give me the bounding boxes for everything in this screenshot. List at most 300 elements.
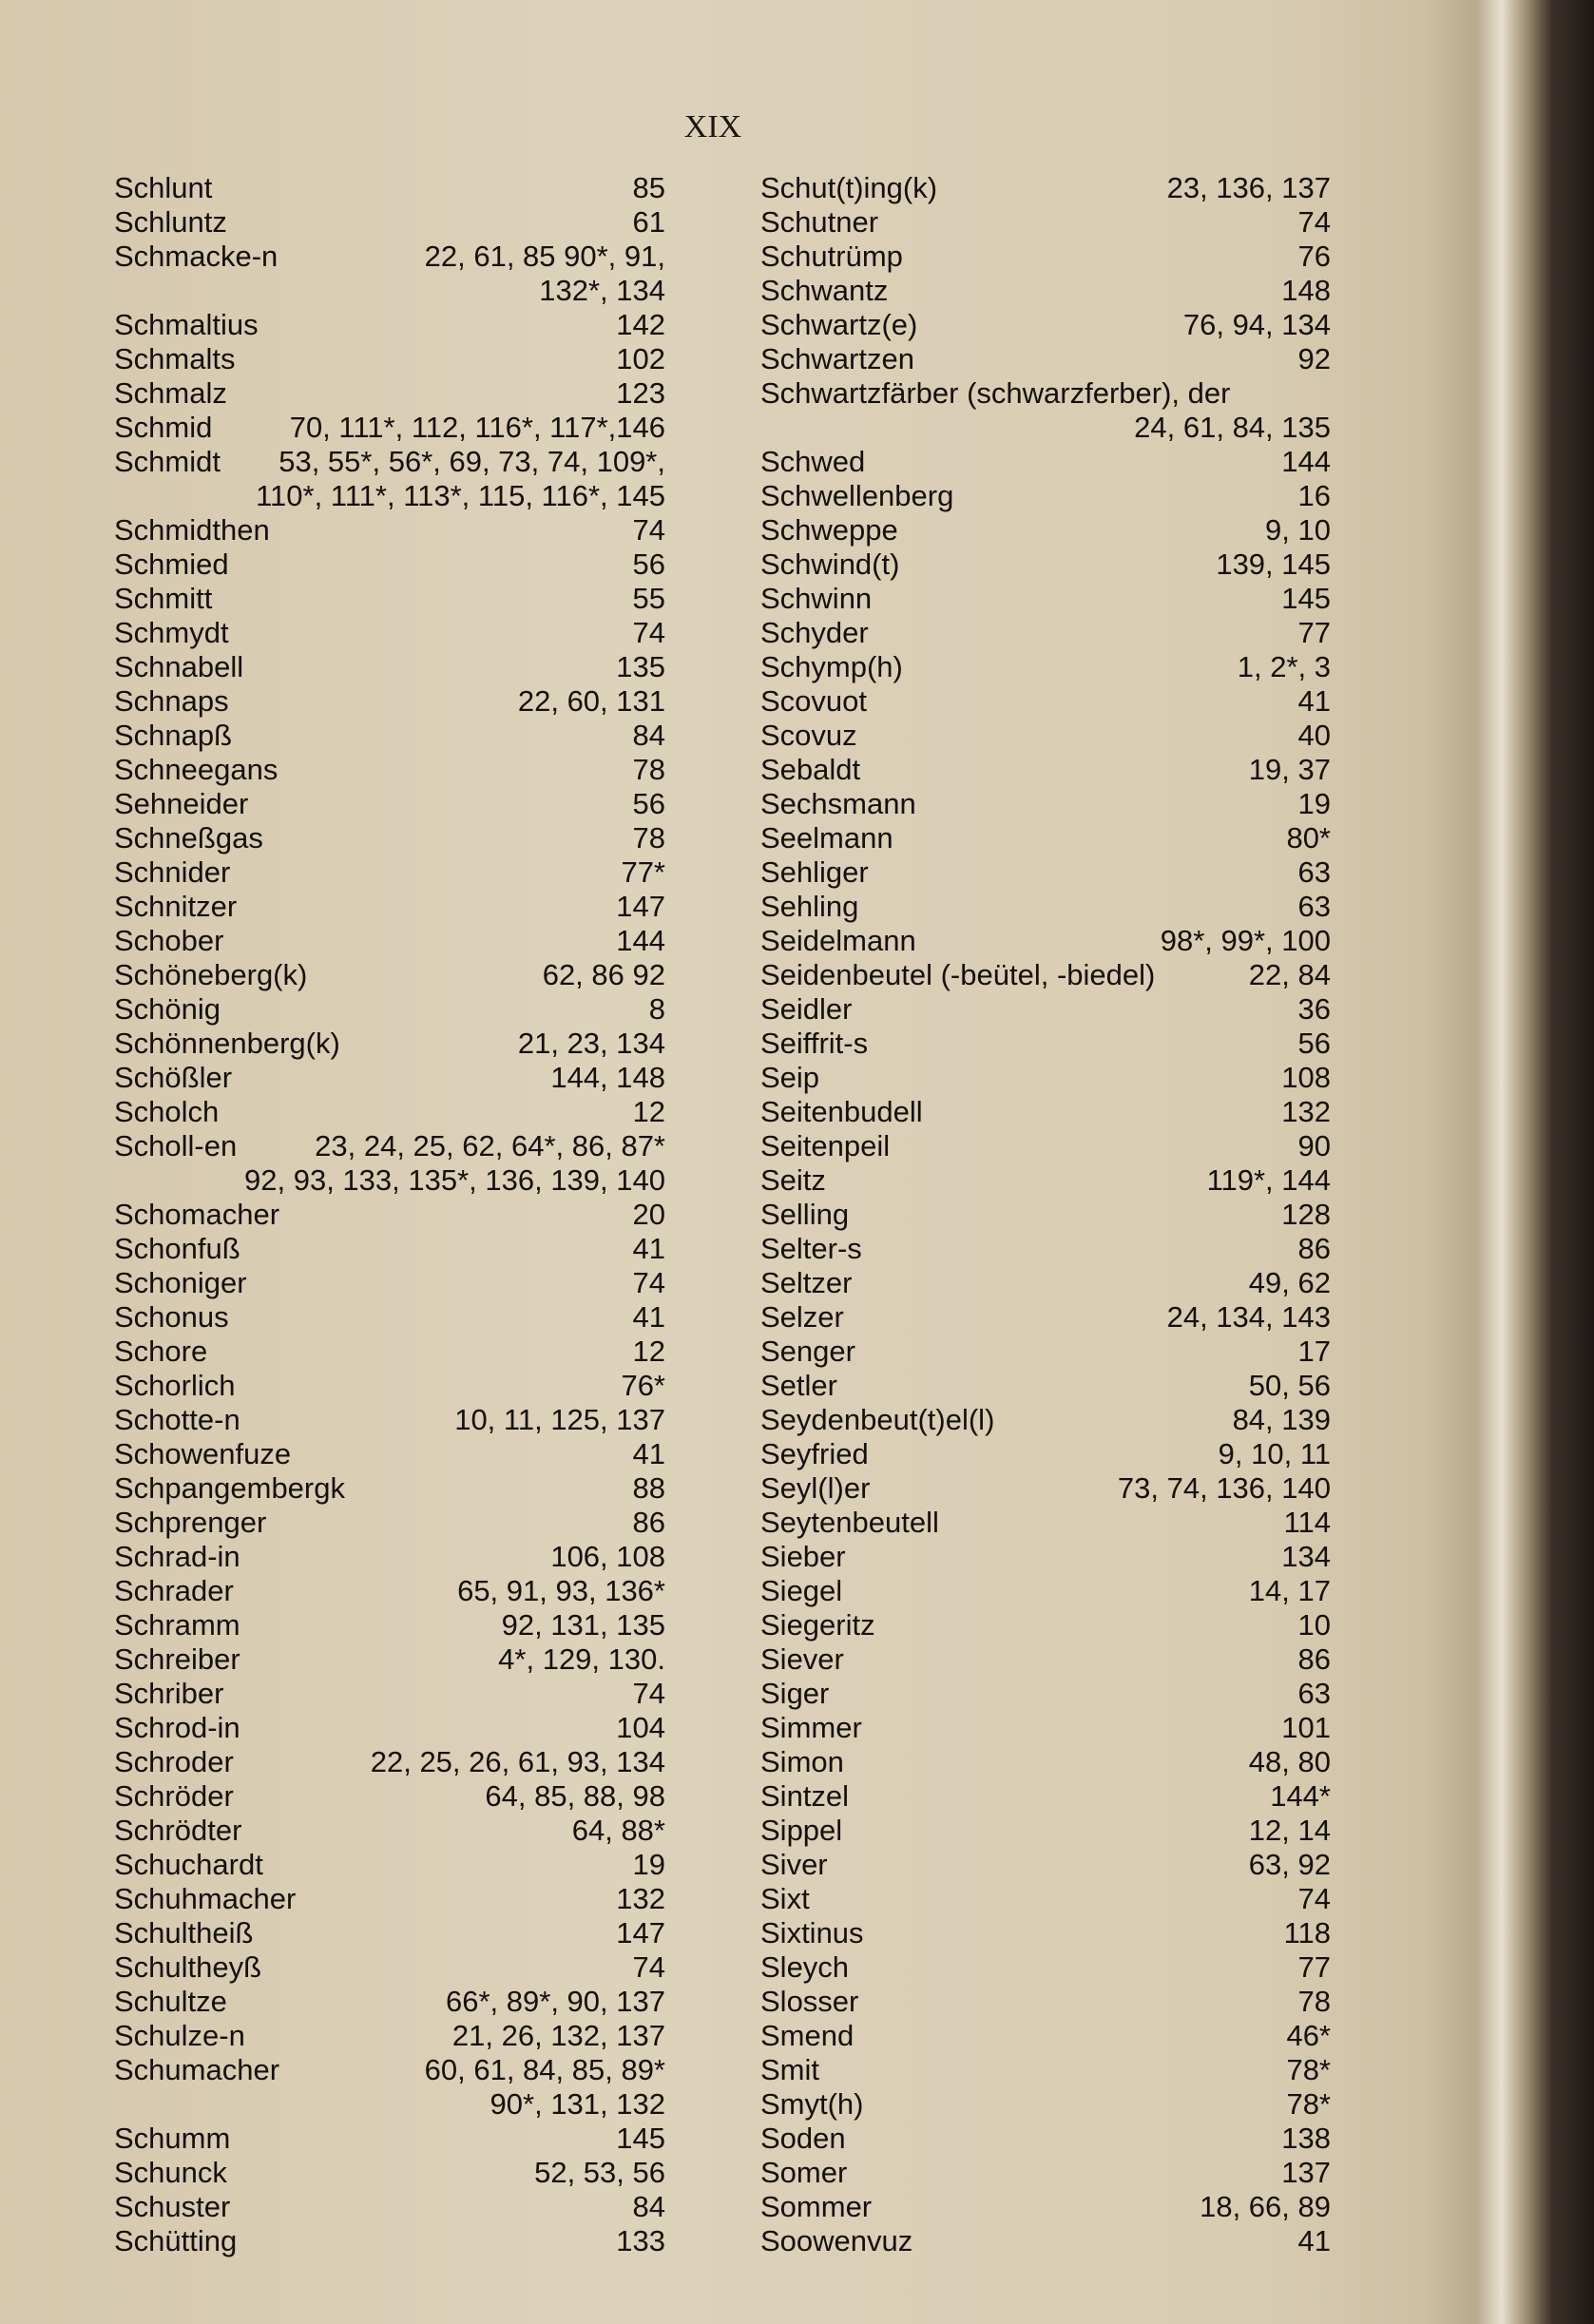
index-entry — [760, 1369, 1331, 1403]
entry-name: Schultheyß — [114, 1950, 262, 1984]
entry-page-refs: 80* — [1286, 821, 1331, 855]
index-entry — [760, 1779, 1331, 1814]
index-entry — [760, 719, 1331, 753]
entry-name: Sieber — [760, 1540, 846, 1573]
entry-name: Seelmann — [760, 821, 893, 855]
entry-name: Schultheiß — [114, 1916, 254, 1949]
entry-name: Schonfuß — [114, 1232, 240, 1265]
index-entry — [114, 1848, 665, 1882]
entry-name: Seytenbeutell — [760, 1506, 939, 1539]
index-entry — [114, 308, 665, 342]
entry-name: Siegel — [760, 1574, 843, 1607]
entry-name: Schneegans — [114, 753, 278, 786]
index-entry — [760, 924, 1331, 958]
entry-name: Seiffrit-s — [760, 1027, 869, 1060]
index-entry — [114, 1266, 665, 1300]
index-entry — [760, 205, 1331, 240]
index-entry — [114, 1677, 665, 1711]
entry-name: Schmaltius — [114, 308, 259, 341]
index-entry — [760, 2053, 1331, 2087]
entry-name: Schrödter — [114, 1814, 242, 1847]
entry-page-refs: 78 — [632, 753, 665, 786]
entry-page-refs: 10 — [1297, 1608, 1331, 1642]
entry-name: Schut(t)ing(k) — [760, 171, 938, 204]
index-entry — [114, 753, 665, 787]
entry-name: Schwantz — [760, 274, 889, 307]
entry-page-refs: 78 — [1297, 1985, 1331, 2018]
index-entry — [760, 1882, 1331, 1916]
entry-page-refs: 41 — [632, 1300, 665, 1334]
index-entry — [114, 650, 665, 684]
entry-name: Schweppe — [760, 513, 898, 547]
entry-page-refs: 86 — [632, 1506, 665, 1539]
entry-name: Sehneider — [114, 787, 249, 820]
entry-name: Schpangembergk — [114, 1471, 345, 1505]
index-entry — [760, 855, 1331, 890]
entry-name: Schöneberg(k) — [114, 958, 308, 991]
index-entry — [114, 855, 665, 890]
index-entry — [114, 2156, 665, 2190]
entry-page-refs: 70, 111*, 112, 116*, 117*,146 — [289, 411, 665, 444]
entry-page-refs: 74 — [632, 1950, 665, 1984]
entry-page-refs: 41 — [1297, 2224, 1331, 2257]
entry-name: Schwartzen — [760, 342, 914, 375]
entry-name: Sippel — [760, 1814, 843, 1847]
index-entry — [760, 445, 1331, 479]
index-entry — [760, 1916, 1331, 1950]
index-entry — [114, 1232, 665, 1266]
entry-page-refs: 77 — [1297, 1950, 1331, 1984]
entry-page-refs: 48, 80 — [1248, 1745, 1331, 1778]
index-entry — [760, 2190, 1331, 2224]
index-entry — [760, 821, 1331, 855]
entry-name: Soden — [760, 2122, 846, 2155]
entry-page-refs: 90 — [1297, 1129, 1331, 1162]
entry-page-refs: 62, 86 92 — [542, 958, 665, 991]
entry-name: Sehling — [760, 890, 859, 923]
index-entry — [114, 924, 665, 958]
entry-name: Sechsmann — [760, 787, 916, 820]
index-entry — [760, 240, 1331, 274]
entry-page-refs: 106, 108 — [550, 1540, 665, 1573]
entry-name: Schyder — [760, 616, 869, 649]
index-entry — [114, 411, 665, 445]
entry-name: Schnaps — [114, 684, 229, 718]
index-entry — [760, 1848, 1331, 1882]
entry-page-refs: 22, 61, 85 90*, 91, — [424, 240, 665, 273]
entry-page-refs: 84 — [632, 2190, 665, 2223]
entry-name: Seidelmann — [760, 924, 916, 957]
index-entry — [114, 684, 665, 719]
entry-name: Schwed — [760, 445, 866, 478]
entry-page-refs: 77* — [621, 855, 665, 889]
entry-name: Schröder — [114, 1779, 234, 1813]
index-entry — [760, 2087, 1331, 2122]
index-entry — [114, 1574, 665, 1608]
entry-page-refs: 50, 56 — [1248, 1369, 1331, 1402]
entry-name: Senger — [760, 1335, 855, 1368]
entry-name: Schlunt — [114, 171, 213, 204]
entry-page-refs: 132 — [1281, 1095, 1331, 1128]
index-entry — [114, 547, 665, 582]
entry-page-refs: 78 — [632, 821, 665, 855]
index-entry — [114, 2053, 665, 2087]
entry-page-refs: 17 — [1297, 1335, 1331, 1368]
entry-name: Schütting — [114, 2224, 238, 2257]
entry-page-refs: 139, 145 — [1216, 547, 1331, 581]
entry-name: Smend — [760, 2019, 855, 2052]
entry-name: Seidler — [760, 992, 853, 1026]
book-binding — [1426, 0, 1594, 2324]
index-entry — [114, 1711, 665, 1745]
entry-name: Schotte-n — [114, 1403, 240, 1436]
index-entry — [760, 1403, 1331, 1437]
index-entry — [114, 1814, 665, 1848]
entry-page-refs: 104 — [616, 1711, 665, 1744]
entry-page-refs: 88 — [632, 1471, 665, 1505]
entry-page-refs: 148 — [1281, 274, 1331, 307]
entry-name: Schmitt — [114, 582, 213, 615]
entry-page-refs: 65, 91, 93, 136* — [457, 1574, 665, 1607]
index-entry — [760, 1642, 1331, 1677]
entry-name: Schomacher — [114, 1198, 280, 1231]
index-entry — [760, 1266, 1331, 1300]
entry-page-refs: 76* — [621, 1369, 665, 1402]
entry-page-refs: 128 — [1281, 1198, 1331, 1231]
entry-name: Sixtinus — [760, 1916, 864, 1949]
index-entry — [114, 240, 665, 274]
index-entry — [114, 1506, 665, 1540]
entry-page-refs: 14, 17 — [1248, 1574, 1331, 1607]
entry-name: Seitz — [760, 1163, 826, 1197]
entry-page-refs: 132 — [616, 1882, 665, 1915]
index-entry — [760, 650, 1331, 684]
index-entry — [760, 274, 1331, 308]
entry-name: Siger — [760, 1677, 830, 1710]
entry-page-refs: 147 — [616, 1916, 665, 1949]
entry-page-refs: 63 — [1297, 1677, 1331, 1710]
entry-page-refs: 74 — [1297, 1882, 1331, 1915]
index-entry — [760, 992, 1331, 1027]
entry-page-refs: 86 — [1297, 1232, 1331, 1265]
index-entry — [760, 2122, 1331, 2156]
index-entry — [760, 890, 1331, 924]
entry-name: Simon — [760, 1745, 844, 1778]
index-entry — [114, 1642, 665, 1677]
index-entry — [114, 1027, 665, 1061]
entry-page-refs: 74 — [1297, 205, 1331, 239]
index-entry — [114, 719, 665, 753]
entry-name: Schwind(t) — [760, 547, 900, 581]
entry-name: Schwellenberg — [760, 479, 954, 512]
entry-name: Schorlich — [114, 1369, 236, 1402]
entry-page-refs: 12, 14 — [1248, 1814, 1331, 1847]
entry-page-refs: 134 — [1281, 1540, 1331, 1573]
index-entry — [760, 1506, 1331, 1540]
entry-name: Schwartz(e) — [760, 308, 918, 341]
entry-name: Schwinn — [760, 582, 873, 615]
entry-page-refs: 74 — [632, 1266, 665, 1299]
entry-name: Schrad-in — [114, 1540, 240, 1573]
index-entry — [760, 376, 1331, 411]
entry-name: Schmacke-n — [114, 240, 278, 273]
entry-name: Schnitzer — [114, 890, 238, 923]
index-entry — [760, 1061, 1331, 1095]
entry-page-refs: 144 — [1281, 445, 1331, 478]
index-entry — [114, 1471, 665, 1506]
entry-page-refs: 20 — [632, 1198, 665, 1231]
index-entry — [114, 2224, 665, 2258]
entry-page-refs: 9, 10 — [1265, 513, 1331, 547]
entry-page-refs: 66*, 89*, 90, 137 — [446, 1985, 665, 2018]
entry-page-refs: 142 — [616, 308, 665, 341]
entry-name: Schönig — [114, 992, 221, 1026]
index-entry — [760, 342, 1331, 376]
entry-name: Schmid — [114, 411, 213, 444]
entry-page-refs: 119*, 144 — [1206, 1163, 1331, 1197]
entry-page-refs: 56 — [632, 547, 665, 581]
entry-name: Seyl(l)er — [760, 1471, 871, 1505]
index-entry — [760, 1335, 1331, 1369]
entry-page-refs: 92 — [1297, 342, 1331, 375]
entry-name: Schore — [114, 1335, 208, 1368]
index-entry — [114, 1335, 665, 1369]
entry-name: Schrod-in — [114, 1711, 240, 1744]
entry-name: Soowenvuz — [760, 2224, 913, 2257]
entry-page-refs-continued: 110*, 111*, 113*, 115, 116*, 145 — [256, 479, 665, 512]
index-entry — [760, 513, 1331, 547]
entry-name: Schwartzfärber (schwarzferber), der — [760, 376, 1231, 410]
index-entry — [760, 2019, 1331, 2053]
index-entry — [114, 1095, 665, 1129]
entry-page-refs-continued: 132*, 134 — [539, 274, 665, 307]
entry-page-refs: 78* — [1286, 2053, 1331, 2086]
entry-page-refs: 1, 2*, 3 — [1237, 650, 1331, 683]
index-entry — [760, 1198, 1331, 1232]
entry-page-refs: 73, 74, 136, 140 — [1117, 1471, 1331, 1505]
entry-page-refs: 92, 131, 135 — [501, 1608, 665, 1642]
entry-name: Seitenbudell — [760, 1095, 923, 1128]
entry-page-refs: 144 — [616, 924, 665, 957]
index-entry — [760, 616, 1331, 650]
index-entry — [760, 1163, 1331, 1198]
entry-name: Schmied — [114, 547, 229, 581]
entry-page-refs: 8 — [648, 992, 665, 1026]
entry-page-refs: 56 — [632, 787, 665, 820]
entry-page-refs: 21, 23, 134 — [517, 1027, 665, 1060]
entry-page-refs: 40 — [1297, 719, 1331, 752]
entry-page-refs: 10, 11, 125, 137 — [454, 1403, 665, 1436]
entry-page-refs: 63 — [1297, 890, 1331, 923]
index-entry — [114, 958, 665, 992]
entry-page-refs: 16 — [1297, 479, 1331, 512]
entry-page-refs: 84, 139 — [1232, 1403, 1331, 1436]
entry-name: Seydenbeut(t)el(l) — [760, 1403, 995, 1436]
entry-page-refs: 52, 53, 56 — [534, 2156, 665, 2189]
entry-name: Sommer — [760, 2190, 873, 2223]
index-entry — [760, 479, 1331, 513]
entry-name: Schneßgas — [114, 821, 263, 855]
entry-name: Smyt(h) — [760, 2087, 864, 2121]
entry-page-refs: 61 — [632, 205, 665, 239]
entry-page-refs: 137 — [1281, 2156, 1331, 2189]
entry-name: Schluntz — [114, 205, 227, 239]
entry-name: Schultze — [114, 1985, 227, 2018]
index-entry — [760, 308, 1331, 342]
entry-page-refs-continued: 92, 93, 133, 135*, 136, 139, 140 — [244, 1163, 665, 1197]
index-entry — [114, 582, 665, 616]
entry-name: Schnapß — [114, 719, 233, 752]
entry-name: Seltzer — [760, 1266, 853, 1299]
index-entry — [114, 2122, 665, 2156]
entry-name: Sintzel — [760, 1779, 850, 1813]
entry-name: Selter-s — [760, 1232, 862, 1265]
entry-name: Schumm — [114, 2122, 231, 2155]
entry-page-refs: 46* — [1286, 2019, 1331, 2052]
entry-page-refs: 144, 148 — [550, 1061, 665, 1094]
entry-name: Schuster — [114, 2190, 231, 2223]
index-entry — [114, 2190, 665, 2224]
entry-name: Schriber — [114, 1677, 224, 1710]
index-entry — [760, 1745, 1331, 1779]
index-entry — [760, 1574, 1331, 1608]
entry-page-refs: 63, 92 — [1248, 1848, 1331, 1881]
index-entry — [760, 1471, 1331, 1506]
entry-page-refs: 135 — [616, 650, 665, 683]
entry-name: Schramm — [114, 1608, 240, 1642]
index-entry — [114, 1437, 665, 1471]
index-entry — [114, 1779, 665, 1814]
index-column-right — [760, 171, 1331, 2258]
entry-page-refs: 9, 10, 11 — [1218, 1437, 1331, 1470]
entry-page-refs: 144* — [1270, 1779, 1331, 1813]
entry-name: Selling — [760, 1198, 850, 1231]
index-entry — [760, 2156, 1331, 2190]
index-entry — [114, 171, 665, 205]
entry-page-refs: 23, 136, 137 — [1166, 171, 1331, 204]
index-entry — [114, 205, 665, 240]
index-entry — [114, 2019, 665, 2053]
entry-name: Smit — [760, 2053, 819, 2086]
entry-name: Schprenger — [114, 1506, 267, 1539]
index-entry — [114, 1300, 665, 1335]
entry-page-refs: 4*, 129, 130. — [498, 1642, 665, 1676]
entry-page-refs: 78* — [1286, 2087, 1331, 2121]
index-entry — [114, 1403, 665, 1437]
entry-name: Seyfried — [760, 1437, 869, 1470]
index-entry — [760, 684, 1331, 719]
entry-page-refs: 23, 24, 25, 62, 64*, 86, 87* — [315, 1129, 665, 1162]
entry-page-refs: 74 — [632, 1677, 665, 1710]
index-entry — [114, 1608, 665, 1642]
entry-name: Seitenpeil — [760, 1129, 891, 1162]
entry-page-refs: 77 — [1297, 616, 1331, 649]
index-entry — [114, 992, 665, 1027]
entry-name: Siver — [760, 1848, 828, 1881]
entry-name: Schutner — [760, 205, 879, 239]
entry-name: Schuchardt — [114, 1848, 263, 1881]
entry-page-refs: 41 — [632, 1232, 665, 1265]
entry-page-refs: 12 — [632, 1095, 665, 1128]
entry-page-refs: 22, 84 — [1248, 958, 1331, 991]
entry-page-refs: 98*, 99*, 100 — [1160, 924, 1331, 957]
index-entry — [760, 1950, 1331, 1985]
entry-page-refs: 114 — [1283, 1506, 1331, 1539]
entry-name: Sehliger — [760, 855, 869, 889]
index-entry — [760, 582, 1331, 616]
index-entry — [114, 376, 665, 411]
index-entry — [114, 1916, 665, 1950]
entry-name: Schumacher — [114, 2053, 280, 2086]
entry-name: Schober — [114, 924, 224, 957]
index-entry — [760, 753, 1331, 787]
index-entry — [114, 821, 665, 855]
entry-name: Scholch — [114, 1095, 220, 1128]
entry-name: Scovuot — [760, 684, 868, 718]
entry-page-refs: 55 — [632, 582, 665, 615]
entry-name: Scovuz — [760, 719, 857, 752]
entry-page-refs: 86 — [1297, 1642, 1331, 1676]
index-entry — [114, 1129, 665, 1163]
entry-page-refs: 64, 85, 88, 98 — [485, 1779, 665, 1813]
entry-name: Schönnenberg(k) — [114, 1027, 340, 1060]
entry-page-refs: 145 — [616, 2122, 665, 2155]
entry-name: Siever — [760, 1642, 844, 1676]
index-entry — [760, 958, 1331, 992]
index-entry — [114, 1369, 665, 1403]
entry-page-refs: 64, 88* — [571, 1814, 665, 1847]
index-entry — [114, 1950, 665, 1985]
entry-name: Schmidt — [114, 445, 221, 478]
entry-name: Slosser — [760, 1985, 859, 2018]
index-entry — [760, 1677, 1331, 1711]
index-entry — [114, 1745, 665, 1779]
index-entry — [114, 445, 665, 479]
entry-page-refs: 41 — [632, 1437, 665, 1470]
entry-name: Somer — [760, 2156, 848, 2189]
entry-name: Schreiber — [114, 1642, 240, 1676]
entry-page-refs: 138 — [1281, 2122, 1331, 2155]
entry-name: Simmer — [760, 1711, 862, 1744]
index-entry — [760, 1129, 1331, 1163]
index-entry — [760, 2224, 1331, 2258]
index-entry — [114, 342, 665, 376]
entry-page-refs: 36 — [1297, 992, 1331, 1026]
entry-name: Schößler — [114, 1061, 233, 1094]
entry-name: Seip — [760, 1061, 820, 1094]
entry-name: Schowenfuze — [114, 1437, 292, 1470]
index-entry — [114, 1985, 665, 2019]
index-entry — [760, 1814, 1331, 1848]
entry-name: Schoniger — [114, 1266, 247, 1299]
entry-page-refs: 63 — [1297, 855, 1331, 889]
index-entry — [760, 1608, 1331, 1642]
index-entry — [114, 1540, 665, 1574]
entry-page-refs: 147 — [616, 890, 665, 923]
entry-page-refs: 102 — [616, 342, 665, 375]
entry-page-refs: 49, 62 — [1248, 1266, 1331, 1299]
index-entry — [114, 1198, 665, 1232]
entry-page-refs: 41 — [1297, 684, 1331, 718]
entry-page-refs: 123 — [616, 376, 665, 410]
entry-page-refs: 101 — [1281, 1711, 1331, 1744]
index-entry — [760, 1300, 1331, 1335]
entry-page-refs: 133 — [616, 2224, 665, 2257]
entry-name: Schutrümp — [760, 240, 903, 273]
index-entry — [760, 1540, 1331, 1574]
entry-name: Schroder — [114, 1745, 234, 1778]
entry-name: Sleych — [760, 1950, 850, 1984]
